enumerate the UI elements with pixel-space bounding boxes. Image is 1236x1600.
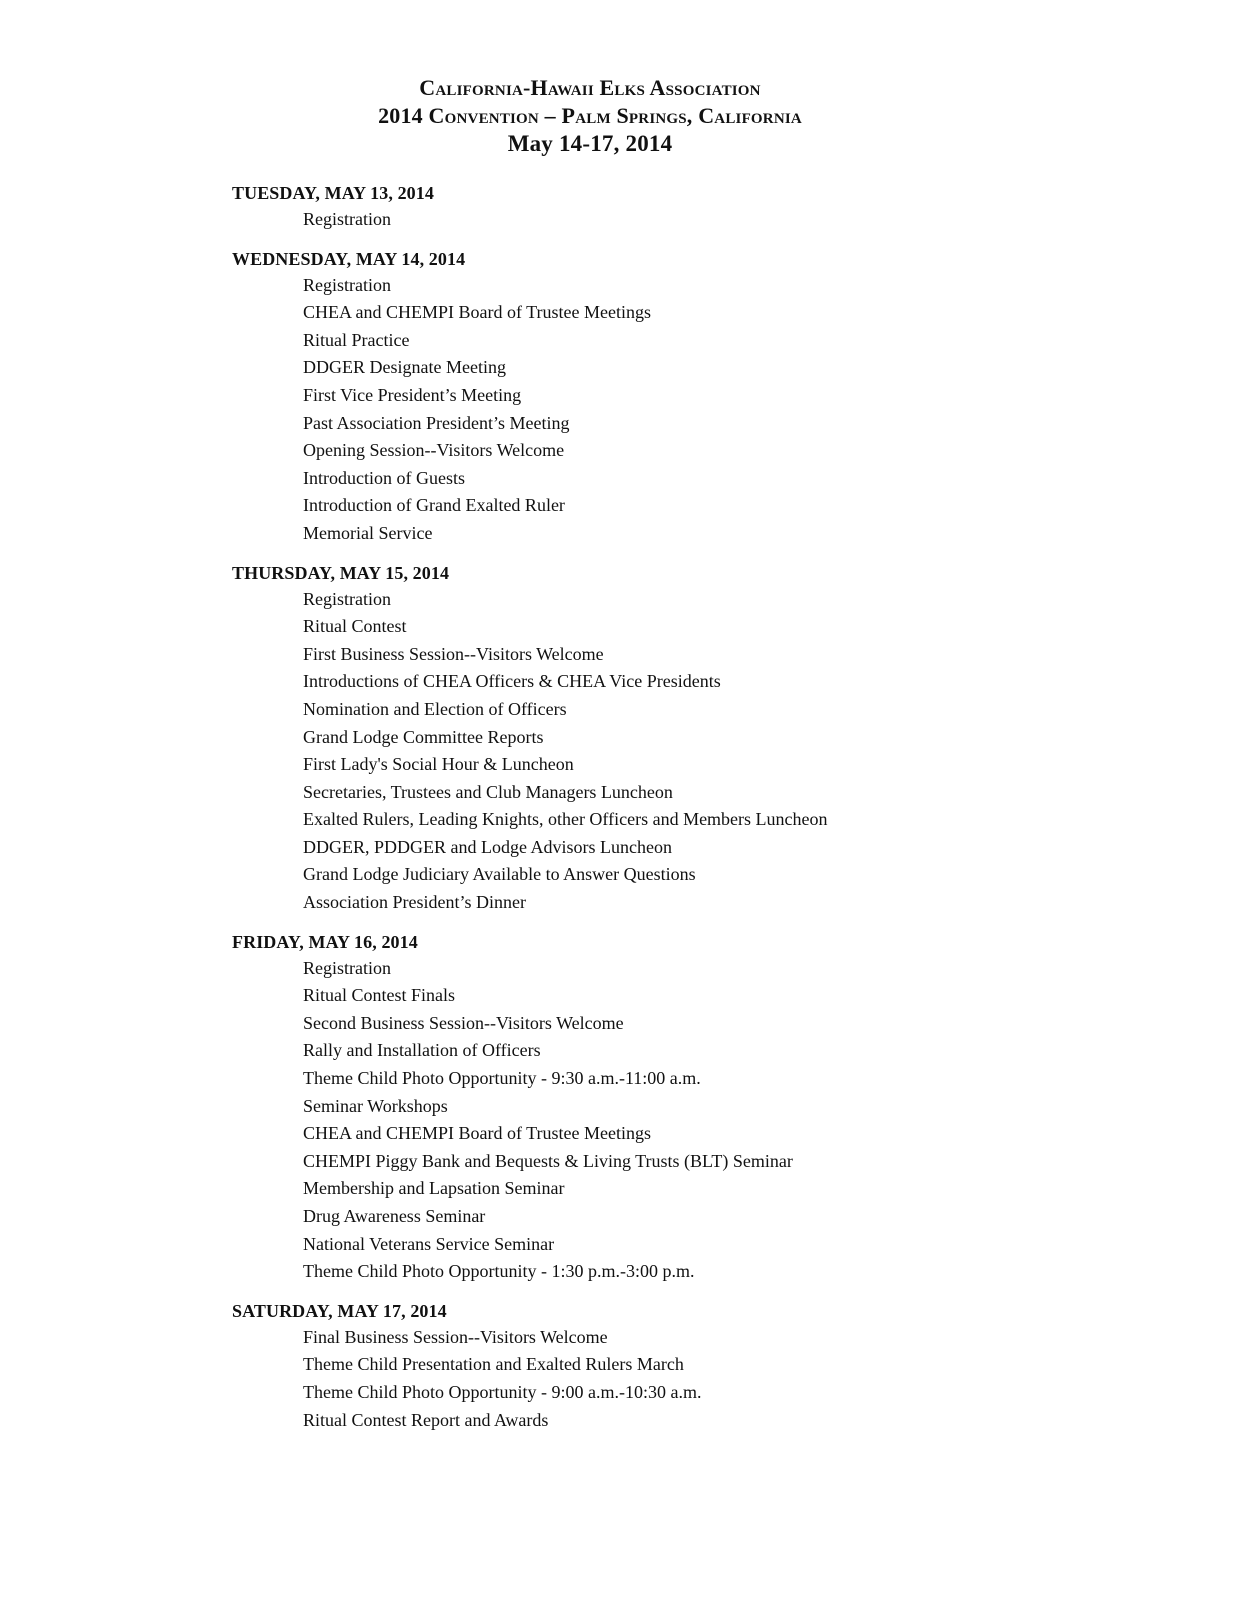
event-item: Theme Child Photo Opportunity - 9:30 a.m.-11:00 a.m. <box>303 1068 701 1089</box>
schedule <box>232 180 1132 1446</box>
event-item: Introduction of Grand Exalted Ruler <box>303 495 565 516</box>
event-item: Registration <box>303 209 391 229</box>
day-heading: TUESDAY, MAY 13, 2014 <box>232 183 434 203</box>
event-item: Exalted Rulers, Leading Knights, other Officers and Members Luncheon <box>303 809 828 830</box>
event-item: First Business Session--Visitors Welcome <box>303 643 604 664</box>
event-item: Ritual Contest <box>303 616 407 637</box>
event-item: Ritual Contest Finals <box>303 985 456 1006</box>
event-item: Seminar Workshops <box>303 1095 448 1116</box>
event-item: Theme Child Photo Opportunity - 9:00 a.m.-10:30 a.m. <box>303 1381 702 1402</box>
event-item: CHEMPI Piggy Bank and Bequests & Living Trusts (BLT) Seminar <box>303 1150 793 1171</box>
event-item: Grand Lodge Judiciary Available to Answer Questions <box>303 864 696 885</box>
event-item: CHEA and CHEMPI Board of Trustee Meetings <box>303 302 651 323</box>
event-item: Theme Child Photo Opportunity - 1:30 p.m.-3:00 p.m. <box>303 1261 695 1282</box>
convention-dates: May 14-17, 2014 <box>507 131 673 156</box>
event-item: National Veterans Service Seminar <box>303 1233 555 1254</box>
event-list <box>232 206 1132 234</box>
day-heading: THURSDAY, MAY 15, 2014 <box>232 562 450 583</box>
day-section <box>232 246 1132 548</box>
day-section <box>232 1298 1132 1434</box>
event-item: First Vice President’s Meeting <box>303 384 522 405</box>
day-heading: SATURDAY, MAY 17, 2014 <box>232 1300 447 1321</box>
event-item: Introduction of Guests <box>303 467 465 488</box>
event-item: Opening Session--Visitors Welcome <box>303 440 565 461</box>
event-item: Introductions of CHEA Officers & CHEA Vice Presidents <box>303 671 721 692</box>
event-item: Ritual Contest Report and Awards <box>303 1409 549 1430</box>
event-item: Rally and Installation of Officers <box>303 1040 541 1061</box>
event-list <box>232 955 1132 1286</box>
event-list <box>232 586 1132 917</box>
event-item: Registration <box>303 588 391 609</box>
day-heading: FRIDAY, MAY 16, 2014 <box>232 931 418 952</box>
event-list <box>232 272 1132 548</box>
event-item: Final Business Session--Visitors Welcome <box>303 1326 608 1347</box>
event-item: Registration <box>303 957 391 978</box>
document-header <box>0 74 1180 158</box>
convention-title: 2014 Convention – Palm Springs, California <box>378 103 802 128</box>
event-list <box>232 1324 1132 1434</box>
event-item: Association President’s Dinner <box>303 892 526 913</box>
event-item: Membership and Lapsation Seminar <box>303 1178 565 1199</box>
day-section <box>232 929 1132 1286</box>
event-item: Theme Child Presentation and Exalted Rulers March <box>303 1354 684 1375</box>
event-item: Memorial Service <box>303 522 433 543</box>
event-item: Drug Awareness Seminar <box>303 1206 486 1226</box>
event-item: DDGER Designate Meeting <box>303 357 506 378</box>
event-item: Past Association President’s Meeting <box>303 412 570 433</box>
event-item: Grand Lodge Committee Reports <box>303 726 544 747</box>
event-item: Nomination and Election of Officers <box>303 698 567 719</box>
event-item: Second Business Session--Visitors Welcome <box>303 1012 624 1033</box>
day-section <box>232 180 1132 234</box>
day-heading: WEDNESDAY, MAY 14, 2014 <box>232 248 466 269</box>
event-item: Registration <box>303 274 391 295</box>
day-section <box>232 560 1132 917</box>
association-title: California-Hawaii Elks Association <box>419 75 761 100</box>
event-item: DDGER, PDDGER and Lodge Advisors Luncheon <box>303 836 672 857</box>
event-item: Ritual Practice <box>303 329 410 350</box>
event-item: Secretaries, Trustees and Club Managers Luncheon <box>303 781 673 802</box>
event-item: CHEA and CHEMPI Board of Trustee Meetings <box>303 1123 651 1144</box>
event-item: First Lady's Social Hour & Luncheon <box>303 754 574 775</box>
